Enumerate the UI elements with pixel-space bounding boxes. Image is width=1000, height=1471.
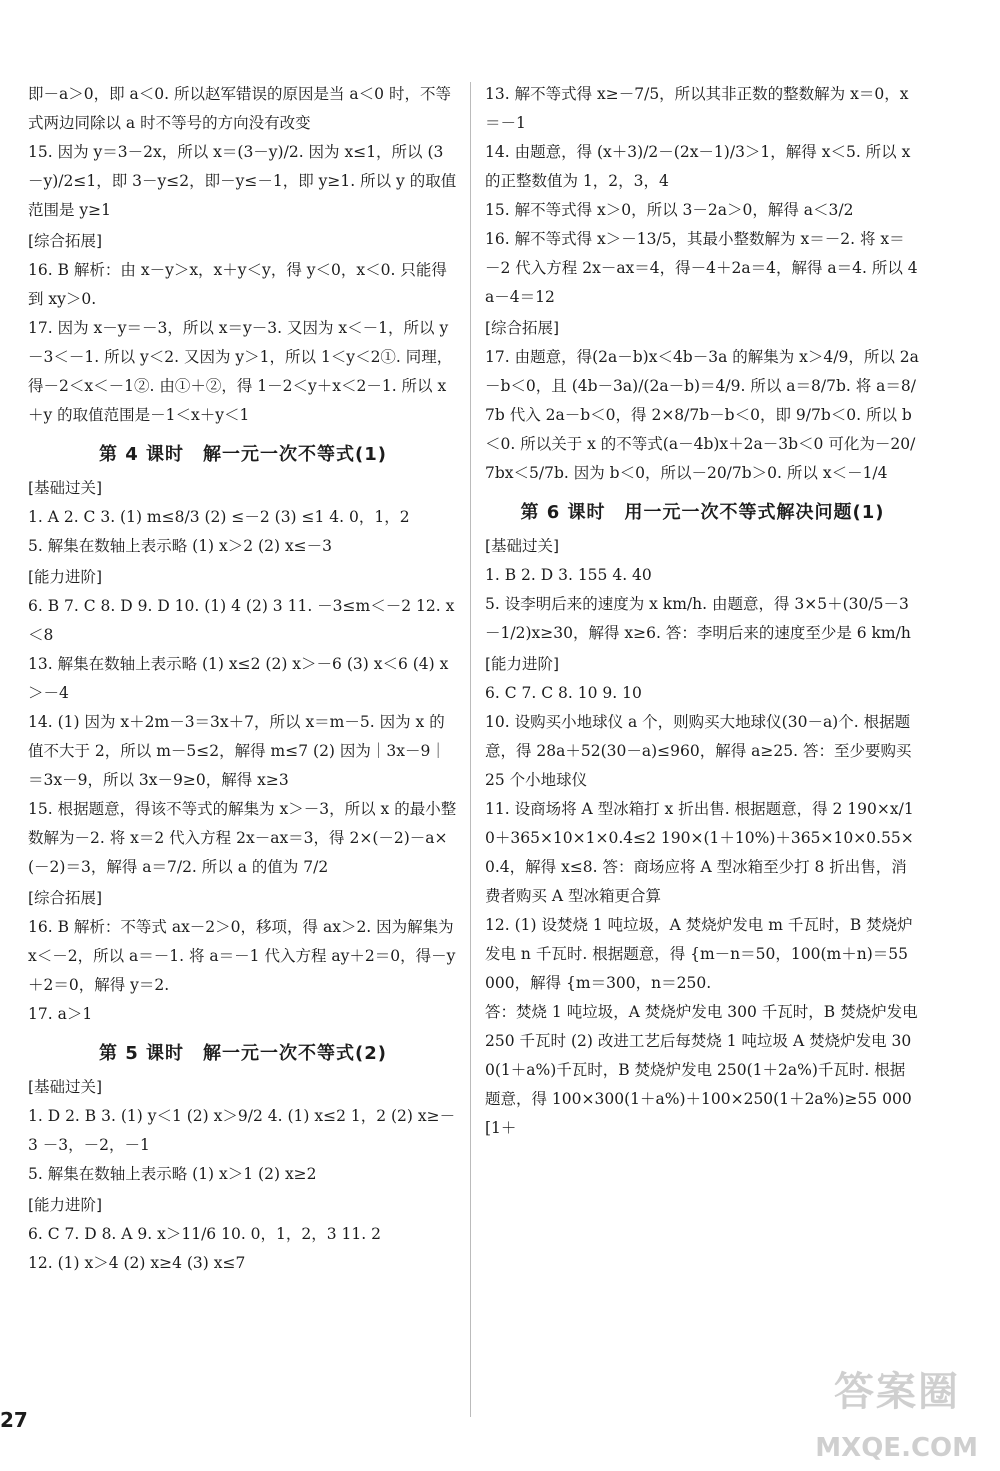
section-label: [能力进阶]	[28, 568, 103, 586]
section-label: [基础过关]	[485, 537, 560, 555]
answer-paragraph: 1. A 2. C 3. (1) m≤8/3 (2) ≤－2 (3) ≤1 4. 0，1，2	[28, 508, 410, 526]
answer-paragraph: 16. B 解析：由 x－y＞x，x＋y＜y，得 y＜0，x＜0. 只能得到 xy＞0.	[28, 261, 447, 308]
answer-paragraph: 17. a＞1	[28, 1005, 93, 1023]
answer-paragraph: 5. 设李明后来的速度为 x km/h. 由题意，得 3×5＋(30/5－3－1/2)x≥30，解得 x≥6. 答：李明后来的速度至少是 6 km/h	[485, 595, 911, 642]
answer-paragraph: 12. (1) x＞4 (2) x≥4 (3) x≤7	[28, 1254, 246, 1272]
watermark-url: MXQE.COM	[815, 1433, 978, 1463]
section-label: [能力进阶]	[485, 655, 560, 673]
answer-paragraph: 16. B 解析：不等式 ax－2＞0，移项，得 ax＞2. 因为解集为 x＜－2，所以 a＝－1. 将 a＝－1 代入方程 ay＋2＝0，得－y＋2＝0，解得 y＝2.	[28, 918, 456, 994]
answer-paragraph: 14. 由题意，得 (x＋3)/2－(2x－1)/3＞1，解得 x＜5. 所以 x 的正整数值为 1，2，3，4	[485, 143, 911, 190]
watermark	[798, 1360, 978, 1465]
answer-paragraph: 13. 解不等式得 x≥－7/5，所以其非正数的整数解为 x＝0，x＝－1	[485, 85, 909, 132]
answer-paragraph: 6. B 7. C 8. D 9. D 10. (1) 4 (2) 3 11. －3≤m＜－2 12. x＜8	[28, 597, 455, 644]
watermark-logo-text: 答案圈	[834, 1369, 960, 1415]
answer-paragraph: 17. 因为 x－y＝－3，所以 x＝y－3. 又因为 x＜－1，所以 y－3＜－1. 所以 y＜2. 又因为 y＞1，所以 1＜y＜2①. 同理，得－2＜x＜－1②. 由①＋②，得 1－2＜y＋x＜2－1. 所以 x＋y 的取值范围是－1＜x＋y＜1	[28, 319, 453, 424]
answer-paragraph: 11. 设商场将 A 型冰箱打 x 折出售. 根据题意，得 2 190×x/10＋365×10×1×0.4≤2 190×(1＋10%)＋365×10×0.55×0.4，解得 x≤8. 答：商场应将 A 型冰箱至少打 8 折出售，消费者购买 A 型冰箱更合算	[485, 800, 914, 905]
section-label: [基础过关]	[28, 1078, 103, 1096]
answer-paragraph: 10. 设购买小地球仪 a 个，则购买大地球仪(30－a)个. 根据题意，得 28a＋52(30－a)≤960，解得 a≥25. 答：至少要购买 25 个小地球仪	[485, 713, 912, 789]
left-column	[28, 80, 458, 1278]
answer-paragraph: 15. 解不等式得 x＞0，所以 3－2a＞0，解得 a＜3/2	[485, 201, 854, 219]
answer-paragraph: 16. 解不等式得 x＞－13/5，其最小整数解为 x＝－2. 将 x＝－2 代入方程 2x－ax＝4，得－4＋2a＝4，解得 a＝4. 所以 4a－4＝12	[485, 230, 918, 306]
answer-paragraph: 13. 解集在数轴上表示略 (1) x≤2 (2) x＞－6 (3) x＜6 (4) x＞－4	[28, 655, 449, 702]
lesson-heading: 第 5 课时 解一元一次不等式(2)	[98, 1043, 388, 1064]
answer-paragraph: 15. 根据题意，得该不等式的解集为 x＞－3，所以 x 的最小整数解为－2. 将 x＝2 代入方程 2x－ax＝3，得 2×(－2)－a×(－2)＝3，解得 a＝7/2. 所以 a 的值为 7/2	[28, 800, 457, 876]
lesson-heading: 第 4 课时 解一元一次不等式(1)	[98, 444, 388, 465]
answer-paragraph: 答：焚烧 1 吨垃圾，A 焚烧炉发电 300 千瓦时，B 焚烧炉发电 250 千瓦时 (2) 改进工艺后每焚烧 1 吨垃圾 A 焚烧炉发电 300(1＋a%)千瓦时，B 焚烧炉发电 250(1＋2a%)千瓦时. 根据题意，得 100×300(1＋a%)＋100×250(1＋2a%)≥55 000[1＋	[485, 1003, 918, 1137]
answer-paragraph: 12. (1) 设焚烧 1 吨垃圾，A 焚烧炉发电 m 千瓦时，B 焚烧炉发电 n 千瓦时. 根据题意，得 {m－n＝50，100(m＋n)＝55 000，解得 {m＝300，n＝250.	[485, 916, 913, 992]
answer-paragraph: 6. C 7. D 8. A 9. x＞11/6 10. 0，1，2，3 11. 2	[28, 1225, 381, 1243]
lesson-heading: 第 6 课时 用一元一次不等式解决问题(1)	[520, 502, 885, 523]
answer-paragraph: 6. C 7. C 8. 10 9. 10	[485, 684, 642, 702]
column-divider	[470, 82, 471, 1417]
section-label: [综合拓展]	[485, 319, 560, 337]
answer-paragraph: 1. D 2. B 3. (1) y＜1 (2) x＞9/2 4. (1) x≤2 1，2 (2) x≥－3 －3，－2，－1	[28, 1107, 456, 1154]
answer-paragraph: 5. 解集在数轴上表示略 (1) x＞1 (2) x≥2	[28, 1165, 317, 1183]
answer-paragraph: 1. B 2. D 3. 155 4. 40	[485, 566, 652, 584]
answer-paragraph: 17. 由题意，得(2a－b)x＜4b－3a 的解集为 x＞4/9，所以 2a－b＜0，且 (4b－3a)/(2a－b)＝4/9. 所以 a＝8/7b. 将 a＝8/7b 代入 2a－b＜0，得 2×8/7b－b＜0，即 9/7b＜0. 所以 b＜0. 所以关于 x 的不等式(a－4b)x＋2a－3b＜0 可化为－20/7bx＜5/7b. 因为 b＜0，所以－20/7b＞0. 所以 x＜－1/4	[485, 348, 919, 482]
section-label: [能力进阶]	[28, 1196, 103, 1214]
section-label: [基础过关]	[28, 479, 103, 497]
section-label: [综合拓展]	[28, 232, 103, 250]
section-label: [综合拓展]	[28, 889, 103, 907]
answer-paragraph: 14. (1) 因为 x＋2m－3＝3x＋7，所以 x＝m－5. 因为 x 的值不大于 2，所以 m－5≤2，解得 m≤7 (2) 因为｜3x－9｜＝3x－9，所以 3x－9≥0，解得 x≥3	[28, 713, 446, 789]
answer-paragraph: 15. 因为 y＝3－2x，所以 x＝(3－y)/2. 因为 x≤1，所以 (3－y)/2≤1，即 3－y≤2，即－y≤－1，即 y≥1. 所以 y 的取值范围是 y≥1	[28, 143, 457, 219]
right-column	[485, 80, 920, 1143]
answer-paragraph: 即－a＞0，即 a＜0. 所以赵军错误的原因是当 a＜0 时，不等式两边同除以 a 时不等号的方向没有改变	[28, 85, 451, 132]
answer-paragraph: 5. 解集在数轴上表示略 (1) x＞2 (2) x≤－3	[28, 537, 333, 555]
page-number: 27	[0, 1408, 28, 1432]
